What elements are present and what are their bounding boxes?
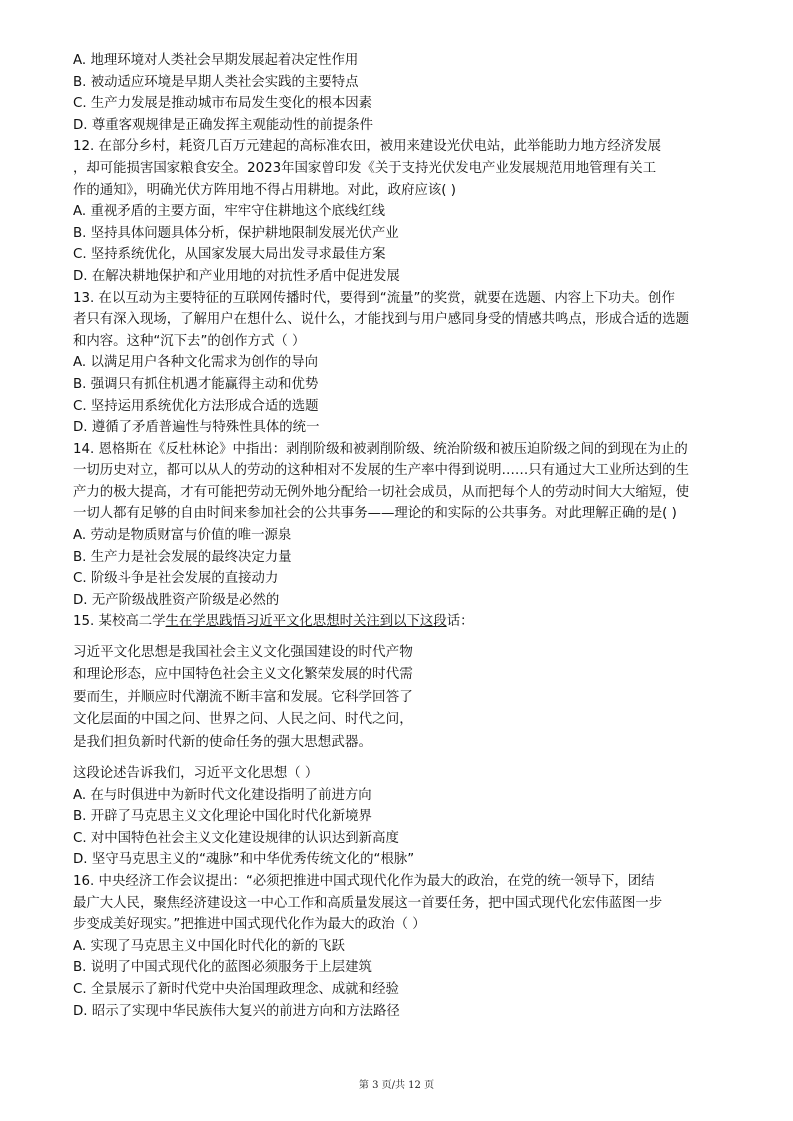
quote-line: 是我们担负新时代新的使命任务的强大思想武器。 [73, 733, 373, 750]
question-stem-line: 13. 在以互动为主要特征的互联网传播时代，要得到“流量”的奖赏，就要在选题、内容上下功夫。创作 [73, 290, 675, 306]
option-c: C. 生产力发展是推动城市布局发生变化的根本因素 [73, 96, 373, 112]
option-b: B. 说明了中国式现代化的蓝图必须服务于上层建筑 [73, 960, 372, 976]
option-d: D. 坚守马克思主义的“魂脉”和中华优秀传统文化的“根脉” [73, 852, 415, 868]
page-number-footer: 第 3 页/共 12 页 [358, 1080, 435, 1091]
option-c: C. 坚持运用系统优化方法形成合适的选题 [73, 398, 319, 414]
question-stem-line: 一切人都有足够的自由时间来参加社会的公共事务——理论的和实际的公共事务。对此理解正确的是( ) [73, 506, 677, 522]
option-a: A. 在与时俱进中为新时代文化建设指明了前进方向 [73, 787, 372, 803]
stem-underlined-text: 生在学思践悟习近平文化思想时关注到以下这段 [165, 614, 447, 630]
question-11-options [73, 50, 723, 136]
exam-page [73, 50, 723, 1022]
question-14 [73, 439, 723, 612]
question-stem-line: 最广大人民，聚焦经济建设这一中心工作和高质量发展这一首要任务，把中国式现代化宏伟蓝图一步 [73, 895, 663, 911]
question-stem-line: 产力的极大提高，才有可能把劳动无例外地分配给一切社会成员，从而把每个人的劳动时间大大缩短，使 [73, 484, 689, 500]
option-d: D. 尊重客观规律是正确发挥主观能动性的前提条件 [73, 117, 374, 133]
question-prompt: 这段论述告诉我们，习近平文化思想（ ） [73, 766, 319, 782]
question-13 [73, 288, 723, 439]
question-stem-line [73, 611, 723, 633]
quote-line: 和理论形态，应中国特色社会主义文化繁荣发展的时代需 [73, 666, 413, 683]
option-c: C. 阶级斗争是社会发展的直接动力 [73, 571, 279, 587]
quote-line: 习近平文化思想是我国社会主义文化强国建设的时代产物 [73, 644, 413, 661]
option-b: B. 开辟了马克思主义文化理论中国化时代化新境界 [73, 809, 372, 825]
question-stem-line: 步变成美好现实。”把推进中国式现代化作为最大的政治（ ） [73, 917, 426, 933]
quote-line: 文化层面的中国之问、世界之问、人民之问、时代之问， [73, 711, 413, 728]
option-d: D. 无产阶级战胜资产阶级是必然的 [73, 592, 280, 608]
option-b: B. 生产力是社会发展的最终决定力量 [73, 549, 292, 565]
option-b: B. 强调只有抓住机遇才能赢得主动和优势 [73, 376, 319, 392]
question-stem-line: 一切历史对立，都可以从人的劳动的这种相对不发展的生产率中得到说明……只有通过大工业所达到的生 [73, 463, 689, 479]
option-b: B. 被动适应环境是早期人类社会实践的主要特点 [73, 74, 359, 90]
stem-suffix: 话： [446, 614, 474, 630]
question-stem-line: 者只有深入现场，了解用户在想什么、说什么，才能找到与用户感同身受的情感共鸣点，形成合适的选题 [73, 312, 689, 328]
option-c: C. 对中国特色社会主义文化建设规律的认识达到新高度 [73, 830, 399, 846]
question-stem-line: 12. 在部分乡村，耗资几百万元建起的高标准农田，被用来建设光伏电站，此举能助力地方经济发展 [73, 139, 661, 155]
option-d: D. 昭示了实现中华民族伟大复兴的前进方向和方法路径 [73, 1003, 400, 1019]
question-stem-line: 作的通知》，明确光伏方阵用地不得占用耕地。对此，政府应该( ) [73, 182, 456, 198]
option-d: D. 在解决耕地保护和产业用地的对抗性矛盾中促进发展 [73, 268, 400, 284]
option-a: A. 劳动是物质财富与价值的唯一源泉 [73, 528, 292, 544]
question-stem-line: ，却可能损害国家粮食安全。2023年国家曾印发《关于支持光伏发电产业发展规范用地管理有关工 [73, 160, 657, 176]
question-12 [73, 136, 723, 287]
option-a: A. 重视矛盾的主要方面，牢牢守住耕地这个底线红线 [73, 204, 386, 220]
option-a: A. 地理环境对人类社会早期发展起着决定性作用 [73, 53, 359, 68]
option-c: C. 坚持系统优化，从国家发展大局出发寻求最佳方案 [73, 247, 386, 263]
question-stem-line: 14. 恩格斯在《反杜林论》中指出：剥削阶级和被剥削阶级、统治阶级和被压迫阶级之间的到现在为止的 [73, 441, 688, 457]
option-c: C. 全景展示了新时代党中央治国理政理念、成就和经验 [73, 982, 399, 997]
question-16 [73, 871, 723, 1022]
question-stem-line: 和内容。这种“沉下去”的创作方式（ ） [73, 333, 306, 349]
question-stem-line: 16. 中央经济工作会议提出：“必须把推进中国式现代化作为最大的政治，在党的统一领导下，团结 [73, 874, 655, 890]
option-a: A. 实现了马克思主义中国化时代化的新的飞跃 [73, 938, 345, 954]
stem-prefix: 15. 某校高二学 [73, 614, 166, 630]
quote-line: 要而生，并顺应时代潮流不断丰富和发展。它科学回答了 [73, 688, 413, 705]
question-15 [73, 611, 723, 871]
option-d: D. 遵循了矛盾普遍性与特殊性具体的统一 [73, 420, 320, 436]
quoted-passage [73, 641, 723, 753]
option-a: A. 以满足用户各种文化需求为创作的导向 [73, 355, 319, 371]
option-b: B. 坚持具体问题具体分析，保护耕地限制发展光伏产业 [73, 225, 399, 241]
